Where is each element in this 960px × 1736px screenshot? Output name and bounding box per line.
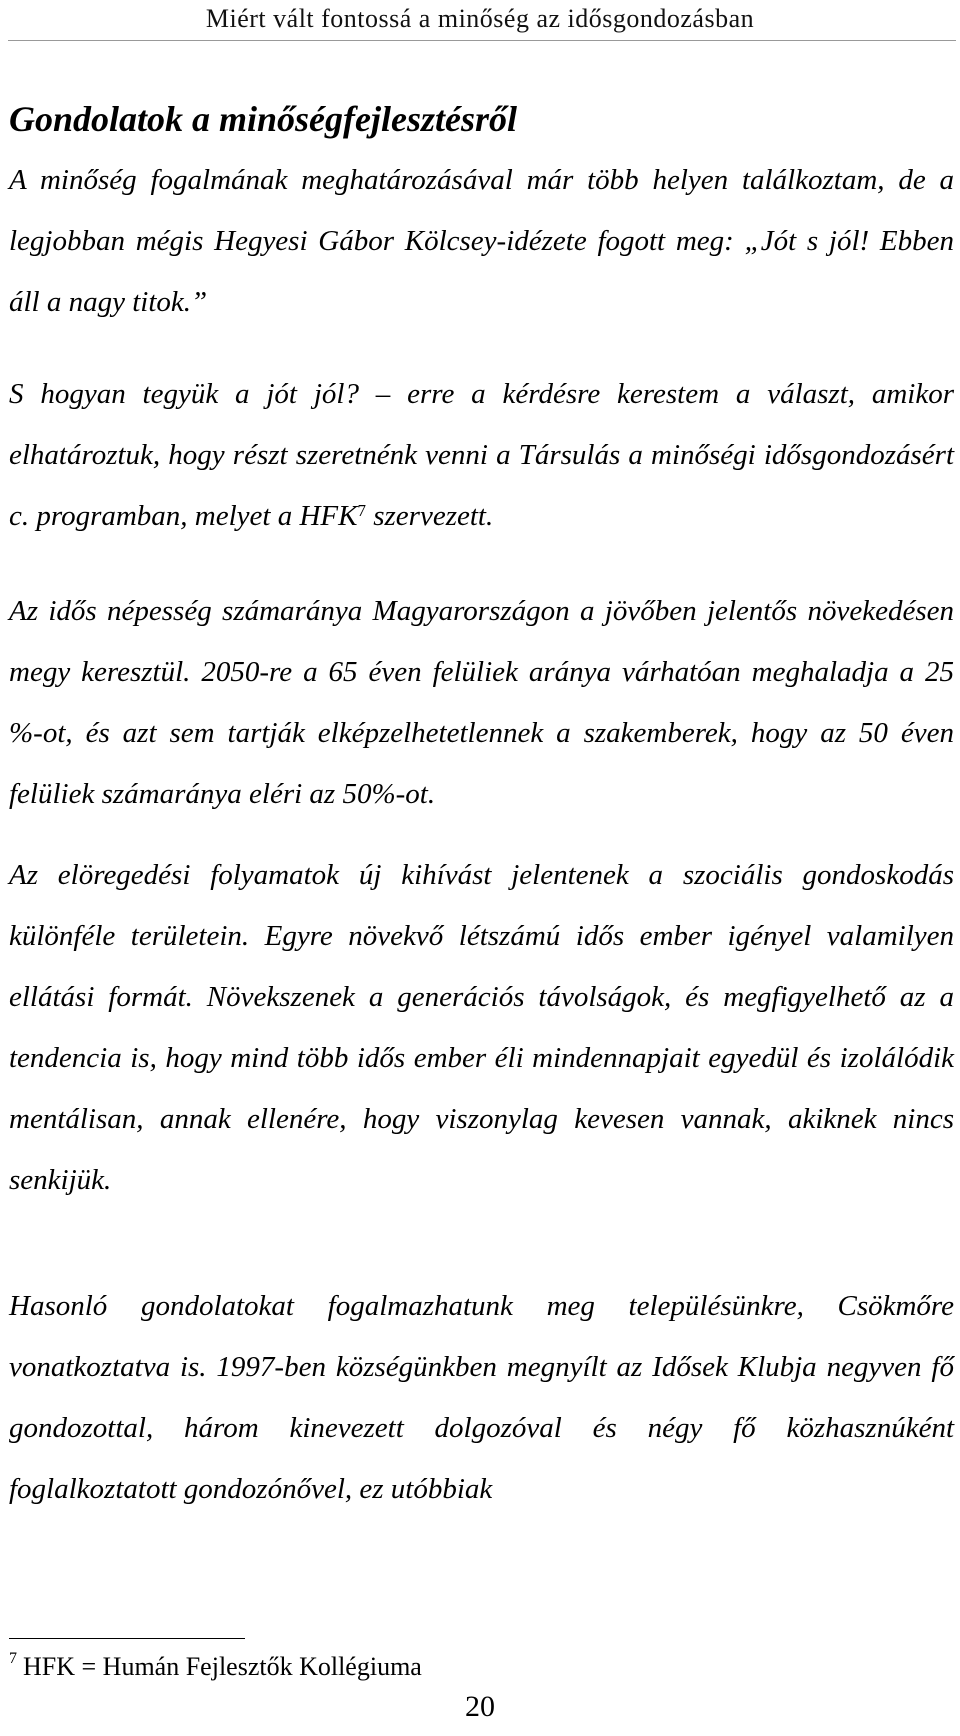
footnote — [9, 1652, 422, 1682]
running-header: Miért vált fontossá a minőség az idősgondozásban — [205, 4, 755, 33]
paragraph-quote: A minőség fogalmának meghatározásával már több helyen találkoztam, de a legjobban mégis Hegyesi Gábor Kölcsey-idézete fogott meg: „Jót s jól! Ebben áll a nagy titok.” — [9, 164, 954, 318]
section-heading: Gondolatok a minőségfejlesztésről — [9, 99, 518, 139]
paragraph-aging-challenges: Az elöregedési folyamatok új kihívást jelentenek a szociális gondoskodás különféle területein. Egyre növekvő létszámú idős ember igényel valamilyen ellátási formát. Növekszenek a generációs távolságok, és megfigyelhető az a tendencia is, hogy mind több idős ember éli mindennapjait egyedül és izolálódik mentálisan, annak ellenére, hogy viszonylag kevesen vannak, akiknek nincs senkijük. — [9, 859, 954, 1196]
footnote-divider — [9, 1638, 245, 1639]
paragraph-question — [9, 364, 954, 547]
paragraph-question-text: S hogyan tegyük a jót jól? – erre a kérdésre kerestem a választ, amikor elhatároztuk, hogy részt szeretnénk venni a Társulás a minőségi idősgondozásért c. programban, melyet a HFK — [9, 378, 954, 532]
page-number: 20 — [465, 1690, 495, 1723]
footnote-marker: 7 — [9, 1650, 17, 1667]
header-divider — [8, 40, 956, 41]
footnote-reference[interactable]: 7 — [357, 501, 366, 520]
paragraph-local-context: Hasonló gondolatokat fogalmazhatunk meg településünkre, Csökmőre vonatkoztatva is. 1997-ben községünkben megnyílt az Idősek Klubja negyven fő gondozottal, három kinevezett dolgozóval és négy fő közhasznúként foglalkoztatott gondozónővel, ez utóbbiak — [9, 1290, 954, 1505]
footnote-text: HFK = Humán Fejlesztők Kollégiuma — [23, 1652, 422, 1681]
paragraph-demographics: Az idős népesség számaránya Magyarországon a jövőben jelentős növekedésen megy keresztül. 2050-re a 65 éven felüliek aránya várhatóan meghaladja a 25 %-ot, és azt sem tartják elképzelhetetlennek a szakemberek, hogy az 50 éven felüliek számaránya eléri az 50%-ot. — [9, 595, 954, 810]
paragraph-question-end: szervezett. — [365, 500, 494, 532]
